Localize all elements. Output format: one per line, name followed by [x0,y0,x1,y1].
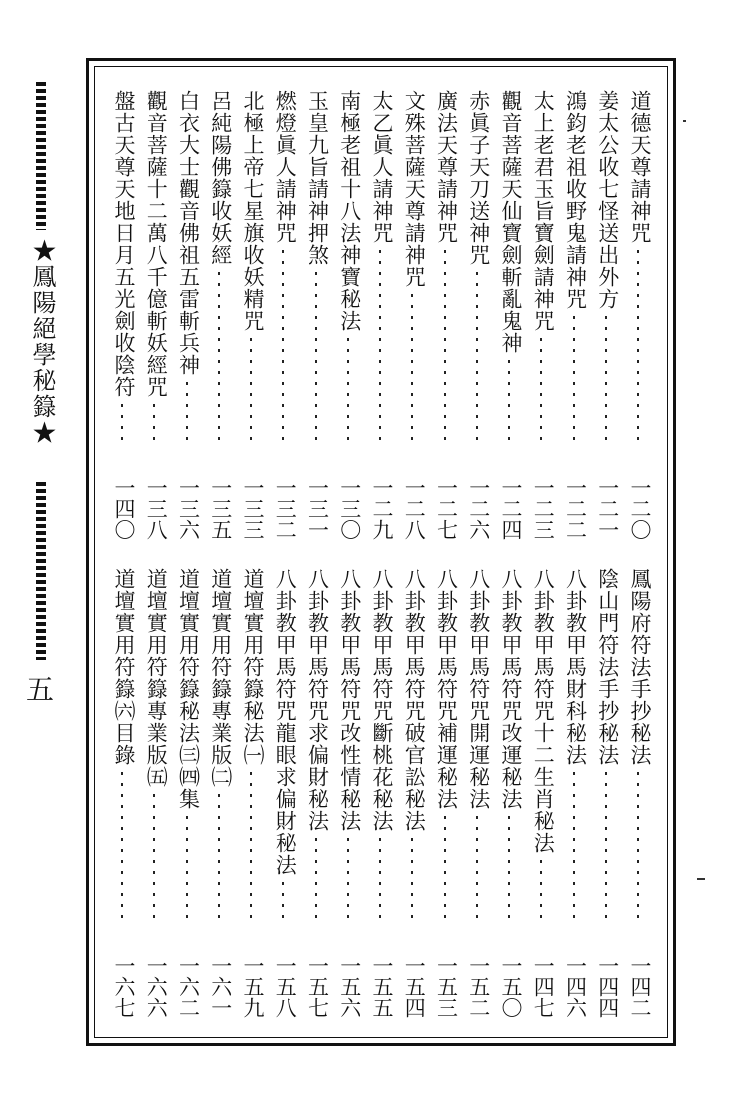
toc-entry [562,568,590,1018]
toc-entry [400,568,428,1018]
toc-entry [594,568,622,1018]
toc-entry [142,90,170,540]
toc-entry [207,568,235,1018]
toc-entry [497,90,525,540]
leader-dots [637,772,639,926]
toc-entry-page: 一五四 [402,955,427,1018]
toc-entry [175,568,203,1018]
toc-entry-page: 一二〇 [628,477,652,540]
toc-entry-title: 八卦教甲馬符咒改運秘法 [499,568,523,810]
toc-entry-title: 燃燈眞人請神咒 [273,90,298,244]
toc-entry [110,90,138,540]
toc-entry-title: 陰山門符法手抄秘法 [595,568,620,766]
leader-dots [153,404,155,448]
toc-entry-page: 一四〇 [112,477,136,540]
toc-entry-title: 廣法天尊請神咒 [434,90,459,244]
toc-entry-title: 盤古天尊天地日月五光劍收陰符 [112,90,136,398]
leader-dots [637,250,639,448]
leader-dots [282,882,284,926]
toc-entry-title: 道德天尊請神咒 [628,90,652,244]
ornament-band-top [36,82,46,230]
page-number: 五 [25,673,54,706]
leader-dots [186,382,188,448]
toc-entry [271,568,299,1018]
toc-entry [626,90,654,540]
toc-entry-title: 道壇實用符籙秘法㈢㈣集 [176,568,201,810]
leader-dots [315,838,317,926]
leader-dots [605,316,607,448]
toc-entry [465,90,493,540]
toc-entry-page: 一五七 [305,955,330,1018]
toc-entry [304,90,332,540]
ornament-band-bottom [36,482,46,660]
toc-entry-title: 八卦教甲馬符咒斷桃花秘法 [370,568,394,832]
toc-entry-page: 一五六 [337,955,362,1018]
leader-dots [250,338,252,448]
toc-entry-page: 一六六 [144,955,169,1018]
toc-entry [304,568,332,1018]
toc-entry-page: 一四六 [563,955,588,1018]
toc-entry-title: 八卦教甲馬符咒十二生肖秘法 [531,568,556,854]
toc-entry-title: 太上老君玉旨寶劍請神咒 [531,90,556,332]
toc-entry-page: 一五五 [370,955,394,1018]
toc-entry [594,90,622,540]
toc-entry [562,90,590,540]
toc-entry-title: 八卦教甲馬符咒龍眼求偏財秘法 [273,568,298,876]
toc-entry-page: 一四七 [531,955,556,1018]
toc-entry-page: 一三五 [208,477,233,540]
toc-entry-page: 一三六 [176,477,201,540]
leader-dots [573,772,575,926]
leader-dots [250,772,252,926]
toc-entry-title: 玉皇九旨請神押煞 [305,90,330,266]
toc-entry [368,568,396,1018]
toc-entry-page: 一四二 [628,955,652,1018]
scan-speck [697,878,705,880]
toc-entry [497,568,525,1018]
toc-entry-page: 一五三 [434,955,459,1018]
toc-entry [239,568,267,1018]
leader-dots [605,772,607,926]
running-head [22,72,62,712]
leader-dots [411,838,413,926]
toc-entry-title: 文殊菩薩天尊請神咒 [402,90,427,288]
toc-entry [465,568,493,1018]
toc-block-top [110,90,654,540]
toc-entry-title: 鳳陽府符法手抄秘法 [628,568,652,766]
toc-entry-title: 南極老祖十八法神寶秘法 [337,90,362,332]
toc-entry-page: 一五〇 [499,955,523,1018]
toc-entry-page: 一二六 [466,477,491,540]
toc-entry-title: 白衣大士觀音佛祖五雷斬兵神 [176,90,201,376]
leader-dots [379,250,381,448]
toc-entry-page: 一六二 [176,955,201,1018]
leader-dots [540,338,542,448]
toc-entry-page: 一五九 [241,955,265,1018]
toc-entry [368,90,396,540]
toc-entry-page: 一三二 [273,477,298,540]
toc-entry-page: 一五二 [466,955,491,1018]
toc-entry [626,568,654,1018]
toc-entry [400,90,428,540]
leader-dots [121,772,123,926]
toc-entry [336,90,364,540]
toc-entry-page: 一六一 [208,955,233,1018]
leader-dots [411,294,413,448]
leader-dots [476,816,478,926]
toc-entry-page: 一三八 [144,477,169,540]
leader-dots [218,794,220,926]
toc-entry [110,568,138,1018]
leader-dots [282,250,284,448]
toc-entry-page: 一三一 [305,477,330,540]
leader-dots [444,250,446,448]
leader-dots [347,838,349,926]
toc-entry-page: 一三〇 [337,477,362,540]
toc-entry-title: 觀音菩薩天仙寶劍斬亂鬼神 [499,90,523,354]
leader-dots [315,272,317,448]
leader-dots [508,360,510,448]
scan-speck [683,120,686,122]
toc-entry-title: 八卦教甲馬符咒補運秘法 [434,568,459,810]
leader-dots [573,316,575,448]
toc-entry-page: 一二八 [402,477,427,540]
toc-entry-title: 姜太公收七怪送出外方 [595,90,620,310]
toc-entry [142,568,170,1018]
toc-entry-title: 道壇實用符籙專業版㈤ [144,568,169,788]
toc-entry [271,90,299,540]
toc-entry-title: 八卦教甲馬符咒求偏財秘法 [305,568,330,832]
leader-dots [121,404,123,448]
leader-dots [508,816,510,926]
toc-entry [433,568,461,1018]
toc-entry-title: 觀音菩薩十二萬八千億斬妖經咒 [144,90,169,398]
toc-entry-page: 一二三 [531,477,556,540]
toc-entry-page: 一二四 [499,477,523,540]
toc-entry-title: 八卦教甲馬財科秘法 [563,568,588,766]
toc-entry-page: 一二一 [595,477,620,540]
toc-block-bottom [110,568,654,1018]
leader-dots [444,816,446,926]
toc-entry-title: 八卦教甲馬符咒改性情秘法 [337,568,362,832]
toc-entry [433,90,461,540]
toc-entry-page: 一三三 [241,477,265,540]
toc-entry [529,568,557,1018]
leader-dots [476,272,478,448]
toc-entry [175,90,203,540]
toc-entry-page: 一二二 [563,477,588,540]
leader-dots [153,794,155,926]
toc-entry [239,90,267,540]
toc-entry-title: 太乙眞人請神咒 [370,90,394,244]
toc-entry-title: 道壇實用符籙秘法㈠ [241,568,265,766]
toc-entry-page: 一二七 [434,477,459,540]
toc-entry-page: 一六七 [112,955,136,1018]
book-title: ★鳳陽絕學秘籙★ [28,238,56,446]
toc-entry-title: 道壇實用符籙㈥目錄 [112,568,136,766]
toc-entry-page: 一五八 [273,955,298,1018]
leader-dots [218,272,220,448]
leader-dots [540,860,542,926]
toc-entry-page: 一四四 [595,955,620,1018]
toc-entry-title: 北極上帝七星旗收妖精咒 [241,90,265,332]
toc-entry-title: 八卦教甲馬符咒破官訟秘法 [402,568,427,832]
toc-entry [207,90,235,540]
toc-entry-title: 呂純陽佛籙收妖經 [208,90,233,266]
leader-dots [186,816,188,926]
leader-dots [379,838,381,926]
leader-dots [347,338,349,448]
toc-entry [336,568,364,1018]
toc-entry-title: 赤眞子天刀送神咒 [466,90,491,266]
toc-entry [529,90,557,540]
toc-entry-title: 道壇實用符籙專業版㈡ [208,568,233,788]
toc-entry-page: 一二九 [370,477,394,540]
toc-entry-title: 鴻鈞老祖收野鬼請神咒 [563,90,588,310]
toc-entry-title: 八卦教甲馬符咒開運秘法 [466,568,491,810]
